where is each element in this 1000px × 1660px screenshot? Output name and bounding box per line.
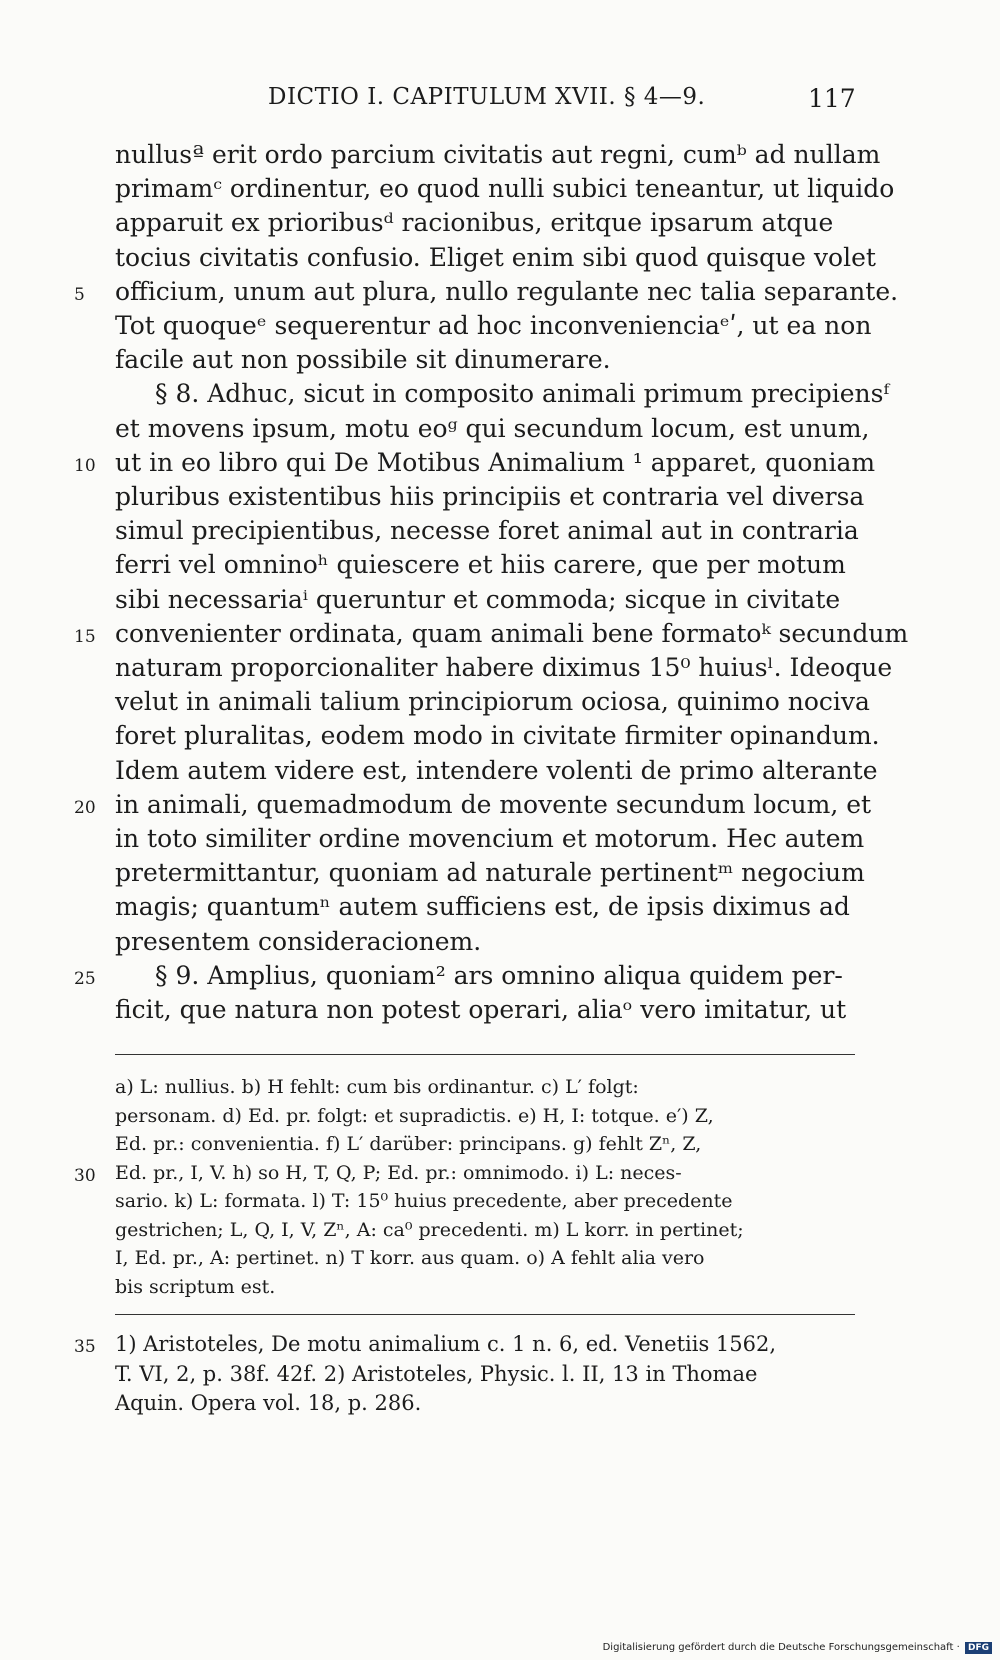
line-number: 35 xyxy=(74,1337,96,1357)
text-line: apparuit ex prioribusᵈ racionibus, eritque ipsarum atque xyxy=(115,208,834,238)
line-number: 30 xyxy=(74,1165,96,1186)
dfg-logo: DFG xyxy=(965,1642,992,1654)
text-line: officium, unum aut plura, nullo regulante nec talia separante. xyxy=(115,276,899,306)
text-line: pluribus existentibus hiis principiis et contraria vel diversa xyxy=(115,482,865,511)
reference-line: 1) Aristoteles, De motu animalium c. 1 n. 6, ed. Venetiis 1562, xyxy=(115,1332,777,1356)
references-rule xyxy=(115,1314,855,1315)
text-line: naturam proporcionaliter habere diximus 15⁰ huiusˡ. Ideoque xyxy=(115,653,893,682)
apparatus-line: bis scriptum est. xyxy=(115,1275,276,1298)
text-line: primamᶜ ordinentur, eo quod nulli subici teneantur, ut liquido xyxy=(115,174,895,204)
text-line: in animali, quemadmodum de movente secundum locum, et xyxy=(115,789,872,819)
apparatus-line: a) L: nullius. b) H fehlt: cum bis ordinantur. c) L′ folgt: xyxy=(115,1076,639,1098)
line-number: 10 xyxy=(74,455,96,476)
text-line: § 8. Adhuc, sicut in composito animali primum precipiensᶠ xyxy=(155,379,890,409)
apparatus-line: sario. k) L: formata. l) T: 15⁰ huius precedente, aber precedente xyxy=(115,1190,733,1212)
text-line: presentem consideracionem. xyxy=(115,926,482,956)
line-number: 25 xyxy=(74,968,96,989)
text-line: foret pluralitas, eodem modo in civitate firmiter opinandum. xyxy=(115,721,880,751)
text-line: sibi necessariaⁱ queruntur et commoda; sicque in civitate xyxy=(115,584,841,614)
text-line: et movens ipsum, motu eoᵍ qui secundum locum, est unum, xyxy=(115,413,870,443)
apparatus-line: Ed. pr.: convenientia. f) L′ darüber: principans. g) fehlt Zⁿ, Z, xyxy=(115,1133,702,1155)
credit-text: Digitalisierung gefördert durch die Deutsche Forschungsgemeinschaft xyxy=(602,1642,954,1653)
line-number: 5 xyxy=(74,284,85,305)
text-line: magis; quantumⁿ autem sufficiens est, de ipsis diximus ad xyxy=(115,892,850,922)
running-title: DICTIO I. CAPITULUM XVII. § 4—9. xyxy=(268,84,706,110)
text-line: velut in animali talium principiorum ociosa, quinimo nociva xyxy=(115,687,870,717)
reference-line: Aquin. Opera vol. 18, p. 286. xyxy=(115,1391,422,1415)
apparatus-line: Ed. pr., I, V. h) so H, T, Q, P; Ed. pr.: omnimodo. i) L: neces- xyxy=(115,1161,682,1184)
text-line: nullusª erit ordo parcium civitatis aut regni, cumᵇ ad nullam xyxy=(115,140,881,169)
text-line: ferri vel omninoʰ quiescere et hiis carere, que per motum xyxy=(115,550,846,580)
text-line: Tot quoqueᵉ sequerentur ad hoc inconvenienciaᵉʹ, ut ea non xyxy=(115,311,872,340)
text-line: Idem autem videre est, intendere volenti de primo alterante xyxy=(115,755,878,785)
apparatus-line: I, Ed. pr., A: pertinet. n) T korr. aus quam. o) A fehlt alia vero xyxy=(115,1247,705,1269)
text-line: ficit, que natura non potest operari, aliaᵒ vero imitatur, ut xyxy=(115,995,847,1024)
digitization-credit: Digitalisierung gefördert durch die Deutsche Forschungsgemeinschaft · DFG xyxy=(603,1642,992,1654)
page-number: 117 xyxy=(808,84,856,113)
text-line: facile aut non possibile sit dinumerare. xyxy=(115,345,611,375)
apparatus-rule xyxy=(115,1054,855,1055)
apparatus-line: gestrichen; L, Q, I, V, Zⁿ, A: ca⁰ precedenti. m) L korr. in pertinet; xyxy=(115,1218,744,1241)
text-line: in toto similiter ordine movencium et motorum. Hec autem xyxy=(115,824,865,853)
line-number: 20 xyxy=(74,797,96,818)
text-line: pretermittantur, quoniam ad naturale pertinentᵐ negocium xyxy=(115,858,865,888)
text-line: ut in eo libro qui De Motibus Animalium ¹ apparet, quoniam xyxy=(115,447,876,477)
text-line: § 9. Amplius, quoniam² ars omnino aliqua quidem per- xyxy=(155,960,843,990)
line-number: 15 xyxy=(74,626,96,647)
text-line: tocius civitatis confusio. Eliget enim sibi quod quisque volet xyxy=(115,242,876,272)
running-header xyxy=(0,84,1000,124)
text-line: simul precipientibus, necesse foret animal aut in contraria xyxy=(115,516,859,546)
apparatus-line: personam. d) Ed. pr. folgt: et supradictis. e) H, I: totque. e′) Z, xyxy=(115,1104,714,1127)
text-line: convenienter ordinata, quam animali bene formatoᵏ secundum xyxy=(115,618,909,648)
reference-line: T. VI, 2, p. 38f. 42f. 2) Aristoteles, Physic. l. II, 13 in Thomae xyxy=(115,1361,758,1386)
